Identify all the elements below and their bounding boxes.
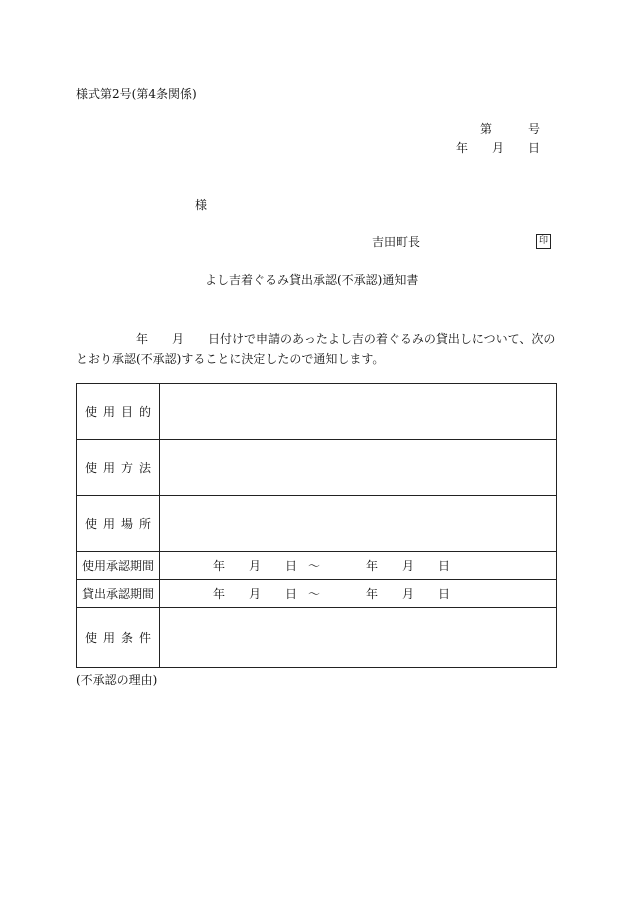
details-table (76, 383, 557, 668)
body-line-2: とおり承認(不承認)することに決定したので通知します。 (76, 352, 385, 366)
use-end-day: 日 (438, 559, 451, 573)
field-place[interactable] (160, 496, 557, 552)
loan-start-year: 年 (213, 587, 226, 601)
field-purpose[interactable] (160, 384, 557, 440)
label-method: 使用方法 (77, 440, 160, 496)
field-use-period[interactable] (160, 552, 557, 580)
loan-end-month: 月 (402, 587, 415, 601)
date-month: 月 (492, 141, 505, 155)
field-conditions[interactable] (160, 608, 557, 668)
body-year: 年 (136, 332, 149, 346)
use-start-month: 月 (249, 559, 262, 573)
table-row (77, 552, 557, 580)
table-row (77, 608, 557, 668)
form-number: 様式第2号(第4条関係) (76, 87, 197, 101)
seal-mark: 印 (536, 234, 551, 249)
body-line-1: 日付けで申請のあったよし吉の着ぐるみの貸出しについて、次の (208, 332, 556, 346)
body-month: 月 (172, 332, 185, 346)
loan-start-month: 月 (249, 587, 262, 601)
use-end-month: 月 (402, 559, 415, 573)
label-purpose: 使用目的 (77, 384, 160, 440)
table-row (77, 496, 557, 552)
table-row (77, 440, 557, 496)
document-title: よし吉着ぐるみ貸出承認(不承認)通知書 (205, 273, 419, 287)
use-start-year: 年 (213, 559, 226, 573)
date-year: 年 (456, 141, 469, 155)
doc-number-go: 号 (528, 122, 541, 136)
loan-end-day: 日 (438, 587, 451, 601)
use-tilde: 〜 (308, 559, 321, 573)
loan-tilde: 〜 (308, 587, 321, 601)
loan-end-year: 年 (366, 587, 379, 601)
date-day: 日 (528, 141, 541, 155)
doc-number-dai: 第 (480, 122, 493, 136)
use-end-year: 年 (366, 559, 379, 573)
rejection-reason-note: (不承認の理由) (76, 673, 158, 687)
label-loan-period: 貸出承認期間 (77, 580, 160, 608)
use-start-day: 日 (285, 559, 298, 573)
issuer-name: 吉田町長 (372, 235, 421, 249)
field-method[interactable] (160, 440, 557, 496)
table-row (77, 580, 557, 608)
field-loan-period[interactable] (160, 580, 557, 608)
label-use-period: 使用承認期間 (77, 552, 160, 580)
recipient-suffix: 様 (195, 198, 208, 212)
table-row (77, 384, 557, 440)
label-conditions: 使用条件 (77, 608, 160, 668)
label-place: 使用場所 (77, 496, 160, 552)
body-text (76, 329, 556, 369)
loan-start-day: 日 (285, 587, 298, 601)
